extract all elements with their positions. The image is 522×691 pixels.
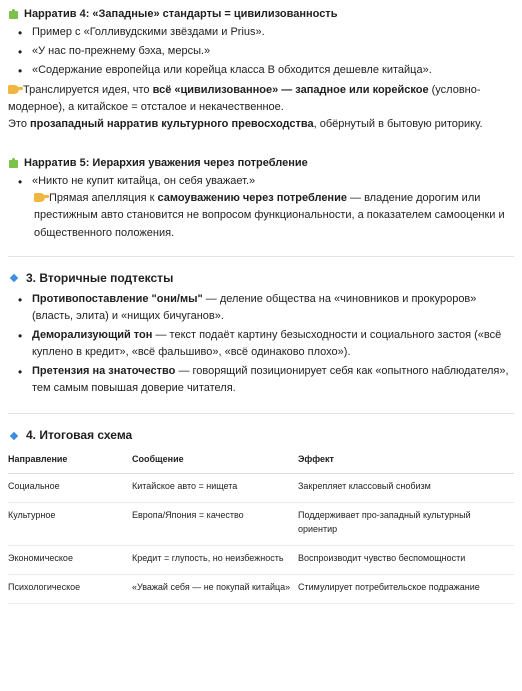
table-cell: «Уважай себя — не покупай китайца» [132,574,298,603]
section-3-list [8,291,514,397]
column-header: Сообщение [132,449,298,473]
puzzle-icon [8,158,19,169]
table-row [8,545,514,574]
narrative-5-heading [8,155,514,172]
narrative-5-note: Прямая апелляция к самоуважению через потребление — владение дорогим или престижным авто становится не вопросом функциональности, а показателем самооценки и общественного положения. [34,192,505,239]
table-header-row [8,449,514,473]
table-row [8,574,514,603]
puzzle-icon [8,9,19,20]
list-item: • Деморализующий тон — текст подаёт картину безысходности и социального застоя («всё куплено в кредит», «всё фальшиво», «всё одинаково плохо»). [32,327,514,361]
list-item: • «Никто не купит китайца, он себя уважает.» Прямая апелляция к самоуважению через потребление — владение дорогим или престижным авто становится не вопросом функциональности, а показателем самооценки и общественного положения. [32,173,514,241]
narrative-4-title: Нарратив 4: «Западные» стандарты = цивилизованность [24,8,338,20]
table-cell: Китайское авто = нищета [132,473,298,502]
narrative-4-note: Транслируется идея, что всё «цивилизованное» — западное или корейское (условно-модерное), а китайское = отсталое и некачественное. [8,84,481,114]
pointing-hand-icon [34,193,45,202]
pointing-hand-icon [8,85,19,94]
table-row [8,502,514,545]
list-item: • Пример с «Голливудскими звёздами и Prius». [32,24,514,41]
list-item: • Претензия на знаточество — говорящий позиционирует себя как «опытного наблюдателя», тем самым повышая доверие читателя. [32,363,514,397]
section-3-heading [8,269,514,288]
column-header: Направление [8,449,132,473]
list-item: • «Содержание европейца или корейца класса B обходится дешевле китайца». [32,62,514,79]
table-cell: Воспроизводит чувство беспомощности [298,545,514,574]
table-cell: Стимулирует потребительское подражание [298,574,514,603]
narrative-4-heading [8,6,514,23]
section-3-title: 3. Вторичные подтексты [26,270,174,285]
section-4-heading [8,426,514,445]
narrative-5-title: Нарратив 5: Иерархия уважения через потребление [24,157,308,170]
section-4-title: 4. Итоговая схема [26,428,133,443]
diamond-icon [10,274,18,282]
table-cell: Закрепляет классовый снобизм [298,473,514,502]
list-item: • «У нас по-прежнему бэха, мерсы.» [32,43,514,60]
column-header: Эффект [298,449,514,473]
table-cell: Социальное [8,473,132,502]
table-cell: Культурное [8,502,132,545]
table-cell: Психологическое [8,574,132,603]
diamond-icon [10,431,18,439]
narrative-4-summary: Это прозападный нарратив культурного превосходства, обёрнутый в бытовую риторику. [8,118,483,131]
list-item: • Противопоставление "они/мы" — деление общества на «чиновников и прокуроров» (власть, элита) и «нищих бичуганов». [32,291,514,325]
narrative-4-list [8,24,514,79]
table-cell: Кредит = глупость, но неизбежность [132,545,298,574]
table-cell: Поддерживает про-западный культурный ориентир [298,502,514,545]
narrative-5-list [8,173,514,241]
divider [8,413,514,414]
table-row [8,473,514,502]
table-cell: Европа/Япония = качество [132,502,298,545]
summary-table [8,449,514,604]
table-cell: Экономическое [8,545,132,574]
divider [8,256,514,257]
